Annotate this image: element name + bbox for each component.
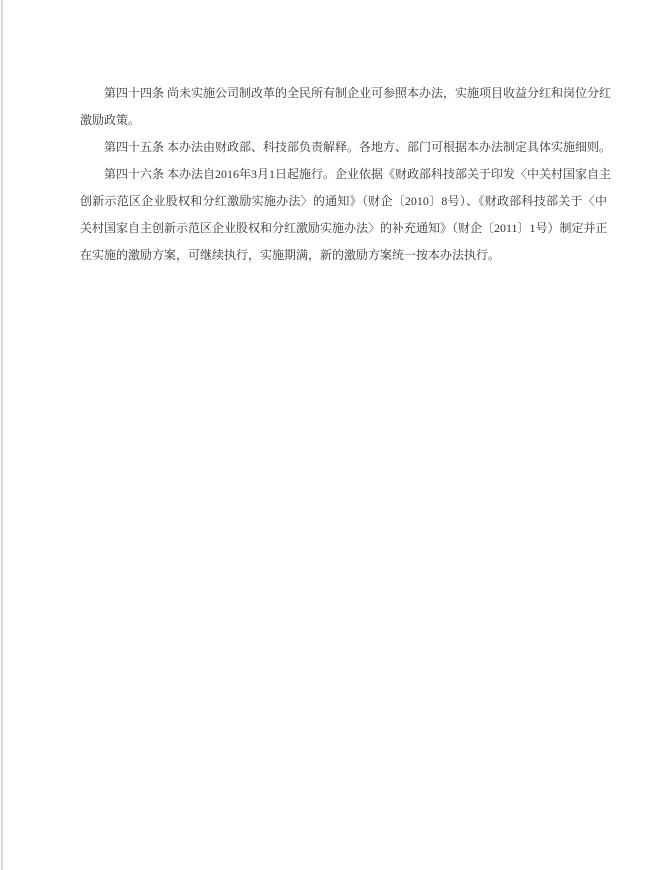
document-line-article-44-2: 激励政策。 — [80, 113, 141, 127]
page-left-edge-line — [1, 0, 3, 870]
document-line-article-46-3: 关村国家自主创新示范区企业股权和分红激励实施办法〉的补充通知》（财企〔2011〕1号）制定并正 — [80, 221, 608, 235]
document-line-article-46-4: 在实施的激励方案，可继续执行，实施期满，新的激励方案统一按本办法执行。 — [80, 248, 501, 262]
document-line-article-44-1: 第四十四条 尚未实施公司制改革的全民所有制企业可参照本办法，实施项目收益分红和岗位分红 — [104, 86, 612, 100]
document-body-text — [80, 80, 612, 269]
document-line-article-45: 第四十五条 本办法由财政部、科技部负责解释。各地方、部门可根据本办法制定具体实施细则。 — [104, 140, 612, 154]
document-line-article-46-1: 第四十六条 本办法自2016年3月1日起施行。企业依据《财政部科技部关于印发〈中关村国家自主 — [104, 167, 612, 181]
document-line-article-46-2: 创新示范区企业股权和分红激励实施办法〉的通知》（财企〔2010〕8号）、《财政部科技部关于〈中 — [80, 194, 607, 208]
